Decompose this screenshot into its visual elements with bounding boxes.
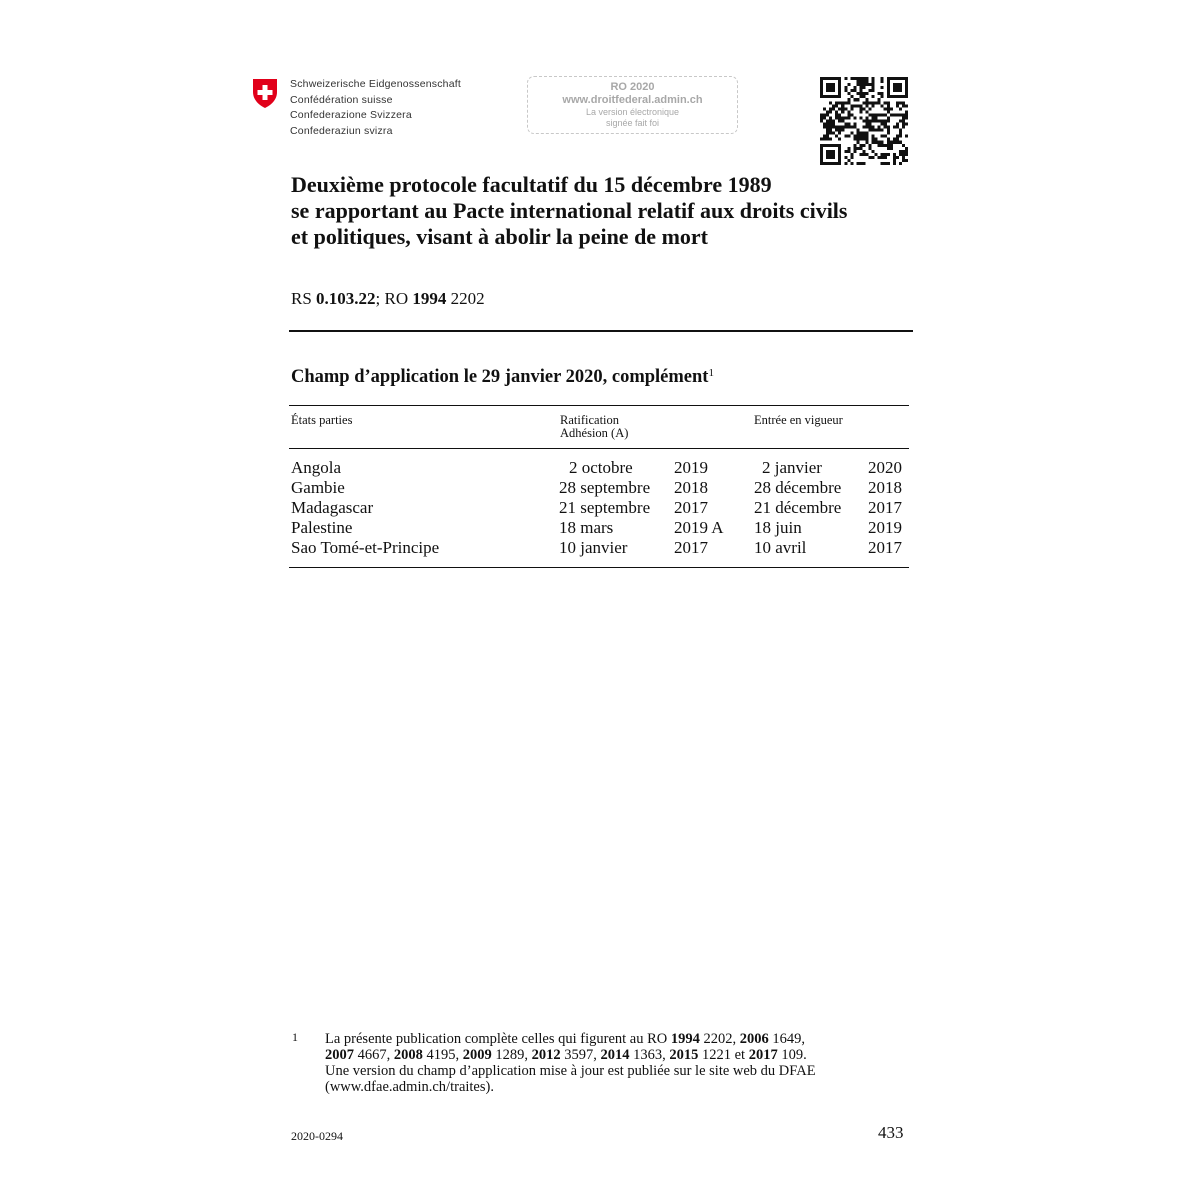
header-states: États parties <box>291 413 353 427</box>
confederation-line-rm: Confederaziun svizra <box>290 124 393 137</box>
official-publication-stamp <box>527 76 738 134</box>
section-heading <box>291 367 714 388</box>
cell-entry-day: 2 janvier <box>762 458 822 477</box>
rs-number: 0.103.22 <box>316 289 376 308</box>
header-ratification-line2: Adhésion (A) <box>560 426 629 440</box>
table-row <box>291 478 911 498</box>
divider <box>289 330 913 332</box>
cell-rat-day: 28 septembre <box>559 478 651 497</box>
title-line-2: se rapportant au Pacte international relatif aux droits civils <box>291 198 848 223</box>
header-ratification <box>560 414 628 440</box>
cell-rat-day: 18 mars <box>559 518 614 537</box>
confederation-line-fr: Confédération suisse <box>290 93 393 106</box>
section-heading-text: Champ d’application le 29 janvier 2020, complément <box>291 367 709 387</box>
stamp-note-2: signée fait foi <box>605 118 660 128</box>
cell-entry-year: 2019 <box>868 518 902 537</box>
footnote-ref[interactable]: 1 <box>708 367 714 379</box>
cell-rat-year: 2018 <box>674 478 708 497</box>
stamp-note-1: La version électronique <box>585 107 680 117</box>
table-row <box>291 458 911 478</box>
table-row <box>291 498 911 518</box>
cell-rat-year: 2017 <box>674 538 708 557</box>
cell-entry-day: 28 décembre <box>754 478 842 497</box>
footnote-number: 1 <box>292 1030 298 1044</box>
footnote-text <box>325 1031 905 1095</box>
cell-entry-day: 10 avril <box>754 538 807 557</box>
qr-code-icon <box>820 77 908 165</box>
cell-entry-day: 18 juin <box>754 518 802 537</box>
confederation-line-it: Confederazione Svizzera <box>290 109 412 121</box>
table-row <box>291 518 911 538</box>
table-top-rule <box>289 405 909 406</box>
ro-prefix: ; RO <box>375 289 413 308</box>
cell-state: Sao Tomé-et-Principe <box>291 538 440 557</box>
cell-rat-year: 2019 <box>674 458 708 477</box>
cell-state: Gambie <box>291 478 345 497</box>
cell-rat-day: 21 septembre <box>559 498 651 517</box>
footnote-line-1: La présente publication complète celles qui figurent au RO 1994 2202, 2006 1649, <box>325 1031 805 1047</box>
page-number: 433 <box>878 1123 904 1142</box>
cell-entry-year: 2017 <box>868 498 902 517</box>
cell-entry-year: 2018 <box>868 478 902 497</box>
footnote-line-3: Une version du champ d’application mise à jour est publiée sur le site web du DFAE <box>325 1063 816 1079</box>
document-title <box>291 172 931 250</box>
table-header-rule <box>289 448 909 449</box>
header-ratification-line1: Ratification <box>560 413 620 427</box>
confederation-names <box>290 77 461 139</box>
confederation-line-de: Schweizerische Eidgenossenschaft <box>290 78 461 90</box>
cell-rat-day: 10 janvier <box>559 538 628 557</box>
document-id: 2020-0294 <box>291 1129 343 1143</box>
cell-entry-year: 2017 <box>868 538 902 557</box>
swiss-shield-icon <box>252 78 278 109</box>
cell-rat-year: 2019 A <box>674 518 724 537</box>
header-entry: Entrée en vigueur <box>754 413 843 427</box>
footnote-line-2: 2007 4667, 2008 4195, 2009 1289, 2012 3597, 2014 1363, 2015 1221 et 2017 109. <box>325 1047 807 1063</box>
cell-state: Madagascar <box>291 498 374 517</box>
reference-line <box>291 289 485 309</box>
rs-prefix: RS <box>291 289 317 308</box>
cell-entry-year: 2020 <box>868 458 902 477</box>
title-line-1: Deuxième protocole facultatif du 15 décembre 1989 <box>291 172 772 197</box>
table-bottom-rule <box>289 567 909 568</box>
title-line-3: et politiques, visant à abolir la peine de mort <box>291 224 708 249</box>
cell-entry-day: 21 décembre <box>754 498 842 517</box>
cell-rat-year: 2017 <box>674 498 708 517</box>
footnote-line-4[interactable]: (www.dfae.admin.ch/traites). <box>325 1079 494 1095</box>
cell-state: Angola <box>291 458 342 477</box>
stamp-url: www.droitfederal.admin.ch <box>562 94 703 106</box>
stamp-ro-year: RO 2020 <box>610 81 655 93</box>
cell-rat-day: 2 octobre <box>569 458 633 477</box>
table-row <box>291 538 911 558</box>
ro-year: 1994 <box>412 289 447 308</box>
cell-state: Palestine <box>291 518 353 537</box>
ro-page: 2202 <box>446 289 485 308</box>
